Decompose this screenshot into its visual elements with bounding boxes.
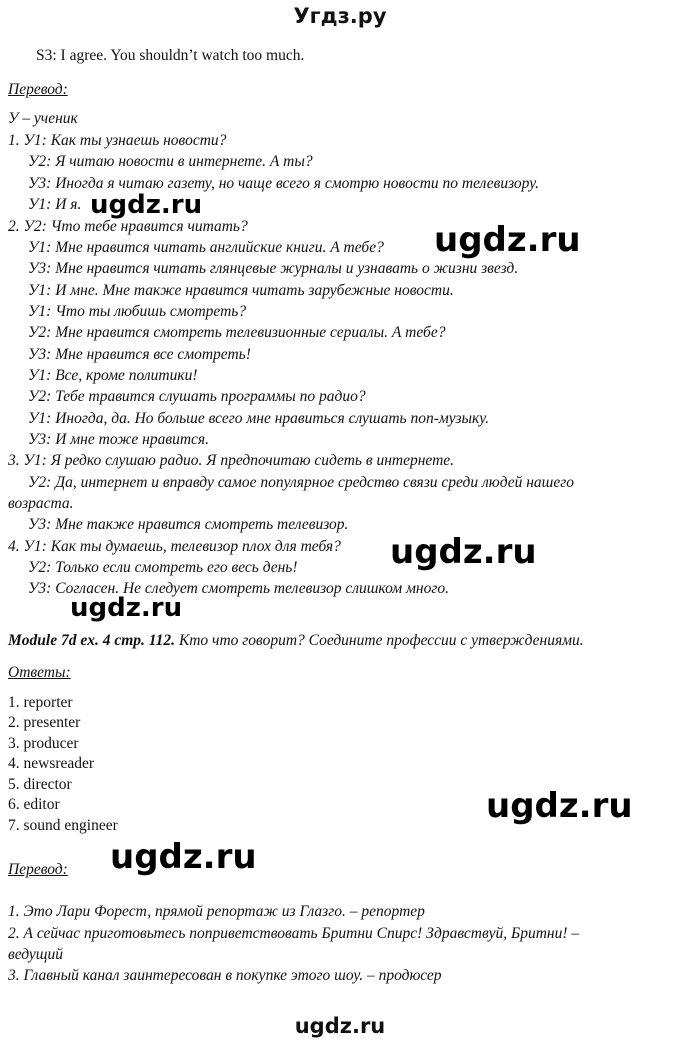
text-line: У2: Да, интернет и вправду самое популярное средство связи среди людей нашего [28, 474, 575, 491]
translation-heading: Перевод: [8, 861, 68, 878]
site-header: Угдз.ру [293, 4, 387, 28]
answer-item: 6. editor [8, 796, 60, 813]
watermark: ugdz.ru [486, 786, 633, 826]
text-line: У2: Только если смотреть его весь день! [28, 559, 298, 576]
answer-item: 7. sound engineer [8, 817, 118, 834]
text-line: У1: Иногда, да. Но больше всего мне нравиться слушать поп-музыку. [28, 410, 490, 427]
text-line: У3: И мне тоже нравится. [28, 431, 209, 448]
text-line: У1: И мне. Мне также нравится читать зарубежные новости. [28, 282, 454, 299]
text-line: У2: Мне нравится смотреть телевизионные сериалы. А тебе? [28, 324, 446, 341]
text-line: 2. У2: Что тебе нравится читать? [8, 218, 248, 235]
text-line: возраста. [8, 495, 74, 512]
task-label: Module 7d ex. 4 стр. 112. [8, 632, 176, 649]
text-line: У3: Иногда я читаю газету, но чаще всего я смотрю новости по телевизору. [28, 175, 540, 192]
watermark: ugdz.ru [90, 190, 203, 220]
text-line: У3: Согласен. Не следует смотреть телевизор слишком много. [28, 580, 450, 597]
text-line: У1: Что ты любишь смотреть? [28, 303, 247, 320]
text-line: У2: Я читаю новости в интернете. А ты? [28, 153, 313, 170]
watermark: ugdz.ru [434, 220, 581, 260]
translation-line: 1. Это Лари Форест, прямой репортаж из Глазго. – репортер [8, 903, 425, 920]
text-line: 1. У1: Как ты узнаешь новости? [8, 132, 227, 149]
site-footer: ugdz.ru [294, 1014, 386, 1038]
task-line [8, 631, 584, 651]
watermark: ugdz.ru [390, 532, 537, 572]
text-line: У3: Мне нравится читать глянцевые журналы и узнавать о жизни звезд. [28, 260, 519, 277]
translation-line: 2. А сейчас приготовьтесь поприветствовать Бритни Спирс! Здравствуй, Бритни! – [8, 925, 580, 942]
text-line: 3. У1: Я редко слушаю радио. Я предпочитаю сидеть в интернете. [8, 452, 455, 469]
text-line: У1: Мне нравится читать английские книги. А тебе? [28, 239, 384, 256]
translation-line: 3. Главный канал заинтересован в покупке этого шоу. – продюсер [8, 967, 442, 984]
answer-item: 1. reporter [8, 694, 73, 711]
answer-item: 5. director [8, 776, 72, 793]
text-line: 4. У1: Как ты думаешь, телевизор плох для тебя? [8, 538, 341, 555]
text-line: У3: Мне также нравится смотреть телевизор. [28, 516, 349, 533]
text-line: У3: Мне нравится все смотреть! [28, 346, 251, 363]
text-line: У – ученик [8, 110, 78, 127]
section-heading-translation: Перевод: [8, 81, 68, 98]
translation-line: ведущий [8, 946, 63, 963]
text-line: S3: I agree. You shouldn’t watch too much. [36, 47, 305, 64]
task-text: Кто что говорит? Соедините профессии с утверждениями. [175, 632, 584, 649]
answers-heading: Ответы: [8, 664, 71, 681]
watermark: ugdz.ru [70, 593, 183, 623]
watermark: ugdz.ru [110, 837, 257, 877]
answer-item: 2. presenter [8, 714, 81, 731]
text-line: У2: Тебе травится слушать программы по радио? [28, 388, 366, 405]
answer-item: 3. producer [8, 735, 79, 752]
text-line: У1: И я. [28, 196, 82, 213]
text-line: У1: Все, кроме политики! [28, 367, 198, 384]
answer-item: 4. newsreader [8, 755, 95, 772]
